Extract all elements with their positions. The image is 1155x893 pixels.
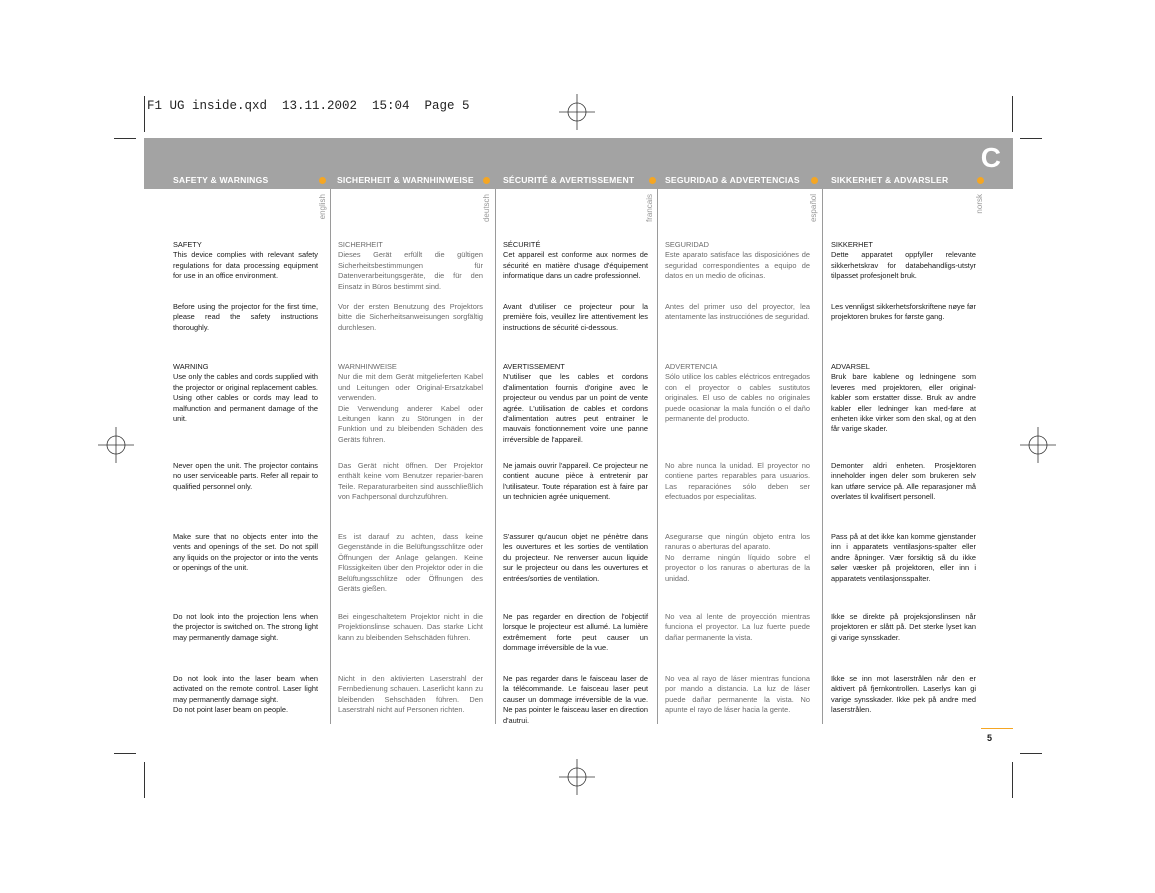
registration-mark-icon	[559, 759, 595, 795]
column-divider	[657, 189, 658, 724]
paragraph: Les vennligst sikkerhetsforskriftene nøye før projektoren brukes for første gang.	[831, 302, 976, 322]
crop-mark	[1020, 138, 1042, 139]
paragraph: Nicht in den aktivierten Laserstrahl der Fernbedienung schauen. Laserlicht kann zu bleibenden Sehschäden führen. Den Laserstrahl nicht auf Personen richten.	[338, 674, 483, 715]
column-header-label: SEGURIDAD & ADVERTENCIAS	[665, 175, 800, 185]
paragraph: Do not look into the projection lens when the projector is switched on. The strong light may permanently damage sight.	[173, 612, 318, 642]
paragraph: Before using the projector for the first time, please read the safety instructions thoroughly.	[173, 302, 318, 332]
column-header-english	[144, 172, 332, 189]
paragraph: Vor der ersten Benutzung des Projektors bitte die Sicherheitsanweisungen sorgfältig durchlesen.	[338, 302, 483, 332]
language-label-espanol: español	[809, 194, 818, 223]
column-divider	[330, 189, 331, 724]
column-divider	[822, 189, 823, 724]
bullet-icon	[977, 177, 984, 184]
slug-line: F1 UG inside.qxd 13.11.2002 15:04 Page 5	[147, 99, 470, 113]
paragraph: SEGURIDAD Este aparato satisface las disposiciónes de seguridad correspondientes a equipo de datos en un medio de oficinas.	[665, 240, 810, 281]
paragraph: Ikke se inn mot laserstrålen når den er aktivert på fjernkontrollen. Laserlys kan gi varige synsskader. Ikke pek på andre med laserstrålen.	[831, 674, 976, 715]
language-label-norsk: norsk	[975, 194, 984, 214]
paragraph: Avant d'utiliser ce projecteur pour la première fois, veuillez lire attentivement les instructions de sécurité ci-dessous.	[503, 302, 648, 332]
paragraph: Asegurarse que ningún objeto entra los ranuras o aberturas del aparato. No derrame ningún líquido sobre el proyector o los ranuras o aberturas de la unidad.	[665, 532, 810, 583]
paragraph: WARNHINWEISE Nur die mit dem Gerät mitgelieferten Kabel und Leitungen oder Original-Ersatzkabel verwenden. Die Verwendung anderer Kabel oder Leitungen kann zu Störungen in der Funktion und zu bleibenden Schäden des Geräts führen.	[338, 362, 483, 444]
paragraph: No abre nunca la unidad. El proyector no contiene partes reparables para usuarios. Las reparaciónes sólo deben ser efectuados por especialitas.	[665, 461, 810, 502]
column-header-francais	[474, 172, 662, 189]
paragraph: AVERTISSEMENT N'utiliser que les cables et cordons d'alimentation fournis d'origine avec le projecteur ou vendus par un point de vente agrée. L'utilisation de cables et cordons d'alimentation autres peut entrainer le mauvais fonctionnement voire une panne irréversible de l'appareil.	[503, 362, 648, 444]
paragraph: Antes del primer uso del proyector, lea atentamente las instrucciónes de seguridad.	[665, 302, 810, 322]
crop-mark	[114, 138, 136, 139]
registration-mark-icon	[98, 427, 134, 463]
paragraph: ADVARSEL Bruk bare kablene og ledningene som leveres med projektoren, eller original-kabler som erstatter disse. Bruk av andre kabler eller ledninger kan med-føre at enheten ikke virker som den skal, og at den får varige skader.	[831, 362, 976, 434]
paragraph: S'assurer qu'aucun objet ne pénètre dans les ouvertures et les sorties de ventilation du projecteur. Ne renverser aucun liquide sur le projecteur ou dans les ouvertures et entrées/sorties de ventilation.	[503, 532, 648, 583]
column-header-label: SAFETY & WARNINGS	[173, 175, 269, 185]
paragraph: No vea al lente de proyección mientras funciona el proyector. La luz fuerte puede dañar permanente la vista.	[665, 612, 810, 642]
language-label-francais: francais	[645, 194, 654, 223]
paragraph: SÉCURITÉ Cet appareil est conforme aux normes de sécurité en matière d'usage d'équipement informatique dans un cadre professionnel.	[503, 240, 648, 281]
crop-mark	[1012, 96, 1013, 132]
crop-mark	[114, 753, 136, 754]
column-header-row	[144, 172, 1013, 189]
registration-mark-icon	[1020, 427, 1056, 463]
paragraph: Make sure that no objects enter into the vents and openings of the set. Do not spill any liquids on the projector or into the vents or openings of the unit.	[173, 532, 318, 573]
paragraph: Das Gerät nicht öffnen. Der Projektor enthält keine vom Benutzer reparier-baren Teile. Reparaturarbeiten sind ausschließlich von Fachpersonal durchzuführen.	[338, 461, 483, 502]
registration-mark-icon	[559, 94, 595, 130]
paragraph: No vea al rayo de láser mientras funciona por mando a distancia. La luz de láser puede dañar permanente la vista. No apunte el rayo de láser hacia la gente.	[665, 674, 810, 715]
language-label-deutsch: deutsch	[482, 194, 491, 223]
column-header-label: SICHERHEIT & WARNHINWEISE	[337, 175, 474, 185]
paragraph: Ne jamais ouvrir l'appareil. Ce projecteur ne contient aucune pièce à entretenir par l'utilisateur. Toute réparation est à faire par un technicien agrée uniquement.	[503, 461, 648, 502]
paragraph: SAFETY This device complies with relevant safety regulations for data processing equipment for use in an office environment.	[173, 240, 318, 281]
paragraph: Never open the unit. The projector contains no user serviceable parts. Refer all repair to qualified personnel only.	[173, 461, 318, 491]
column-header-espanol	[636, 172, 824, 189]
paragraph: Ne pas regarder dans le faisceau laser de la télécommande. Le faisceau laser peut causer un dommage irréversible de la vue. Ne pas pointer le faisceau laser en direction d'autrui.	[503, 674, 648, 725]
language-label-english: english	[318, 194, 327, 220]
paragraph: Ne pas regarder en direction de l'objectif lorsque le projecteur est allumé. La lumière extrêmement forte peut causer un dommage irréversible de la vue.	[503, 612, 648, 653]
column-header-label: SÉCURITÉ & AVERTISSEMENT	[503, 175, 635, 185]
page-number: 5	[987, 733, 993, 743]
section-letter: C	[980, 142, 1001, 173]
column-divider	[495, 189, 496, 724]
paragraph: WARNING Use only the cables and cords supplied with the projector or original replacement cables. Using other cables or cords may lead to malfunction and permanent damage of the unit.	[173, 362, 318, 424]
paragraph: ADVERTENCIA Sólo utilice los cables eléctricos entregados con el proyector o cables sustitutos originales. El uso de cables no originales puede ocasionar la mala función o el daño permanente del producto.	[665, 362, 810, 424]
paragraph: Do not look into the laser beam when activated on the remote control. Laser light may permanently damage sight. Do not point laser beam on people.	[173, 674, 318, 715]
column-header-label: SIKKERHET & ADVARSLER	[831, 175, 949, 185]
paragraph: Es ist darauf zu achten, dass keine Gegenstände in die Belüftungsschlitze oder Öffnungen der Anlage gelangen. Keine Flüssigkeiten über den Projektor oder in die Belüftungsschlitze oder Öffnungen des Geräts gießen.	[338, 532, 483, 594]
crop-mark	[1020, 753, 1042, 754]
column-header-norsk	[802, 172, 990, 189]
paragraph: Pass på at det ikke kan komme gjenstander inn i apparatets ventilasjons-spalter eller andre åpninger. Vær forsiktig så du ikke søler væsker på projektoren, eller inn i apparatets ventilasjonsspalter.	[831, 532, 976, 583]
crop-mark	[1012, 762, 1013, 798]
crop-mark	[144, 762, 145, 798]
paragraph: Demonter aldri enheten. Prosjektoren inneholder ingen deler som brukeren selv kan utføre service på. Alle reparasjoner må overlates til kvalifisert personell.	[831, 461, 976, 502]
paragraph: SIKKERHET Dette apparatet oppfyller relevante sikkerhetskrav for databehandligs-utstyr tilpasset profesjonelt bruk.	[831, 240, 976, 281]
page-number-rule	[981, 728, 1013, 729]
paragraph: SICHERHEIT Dieses Gerät erfüllt die gültigen Sicherheitsbestimmungen für Datenverarbeitungsgeräte, die für den Einsatz in Büros bestimmt sind.	[338, 240, 483, 291]
column-header-deutsch	[308, 172, 496, 189]
paragraph: Bei eingeschaltetem Projektor nicht in die Projektionslinse schauen. Das starke Licht kann zu bleibenden Sehschäden führen.	[338, 612, 483, 642]
crop-mark	[144, 96, 145, 132]
paragraph: Ikke se direkte på projeksjonslinsen når projektoren er slått på. Det sterke lyset kan gi varige synsskader.	[831, 612, 976, 642]
